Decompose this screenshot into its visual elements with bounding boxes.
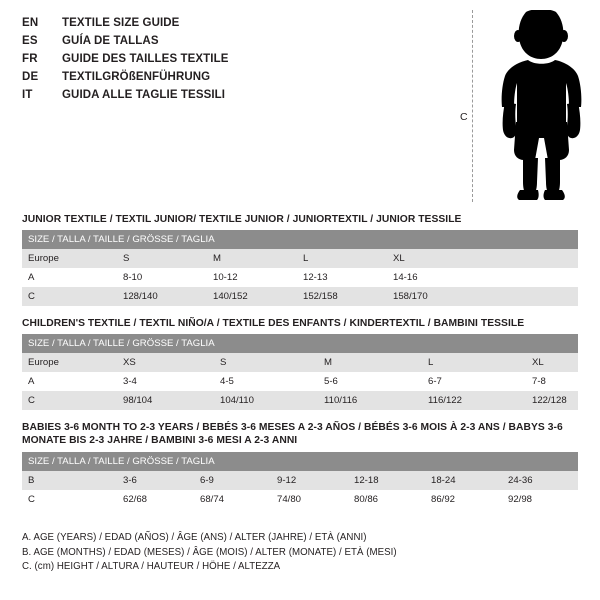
- language-row: [22, 50, 442, 68]
- child-silhouette-icon: [492, 10, 592, 202]
- table-row: [22, 391, 578, 410]
- cell: 104/110: [214, 391, 318, 410]
- section-title: BABIES 3-6 MONTH TO 2-3 YEARS / BEBÉS 3-6 MESES A 2-3 AÑOS / BÉBÉS 3-6 MOIS À 2-3 ANS / BABYS 3-6 MONATE BIS 2-3 JAHRE / BAMBINI 3-6 MESI A 2-3 ANNI: [22, 422, 563, 446]
- cell: S: [117, 249, 207, 268]
- cell: 3-6: [117, 471, 194, 490]
- cell: 92/98: [502, 490, 578, 509]
- size-header-label: SIZE / TALLA / TAILLE / GRÖSSE / TAGLIA: [22, 230, 578, 249]
- language-title: GUIDE DES TAILLES TEXTILE: [62, 53, 229, 65]
- table-row: [22, 471, 578, 490]
- height-measure-line: [472, 10, 473, 202]
- babies-size-table: [22, 452, 578, 509]
- cell: XL: [526, 353, 578, 372]
- cell: XS: [117, 353, 214, 372]
- row-label: A: [22, 372, 117, 391]
- cell: 116/122: [422, 391, 526, 410]
- cell: 4-5: [214, 372, 318, 391]
- language-row: [22, 86, 442, 104]
- cell: 8-10: [117, 268, 207, 287]
- section-children-textile: [22, 318, 578, 410]
- cell: [477, 268, 578, 287]
- size-header-label: SIZE / TALLA / TAILLE / GRÖSSE / TAGLIA: [22, 334, 578, 353]
- cell: 68/74: [194, 490, 271, 509]
- language-code: EN: [22, 17, 39, 29]
- legend-block: [22, 531, 582, 575]
- cell: 98/104: [117, 391, 214, 410]
- cell: 80/86: [348, 490, 425, 509]
- measurement-figure: [452, 10, 592, 205]
- section-title: CHILDREN'S TEXTILE / TEXTIL NIÑO/A / TEXTILE DES ENFANTS / KINDERTEXTIL / BAMBINI TESSILE: [22, 318, 525, 329]
- row-label: B: [22, 471, 117, 490]
- cell: 12-18: [348, 471, 425, 490]
- language-row: [22, 32, 442, 50]
- cell: 152/158: [297, 287, 387, 306]
- cell: 86/92: [425, 490, 502, 509]
- cell: 7-8: [526, 372, 578, 391]
- cell: 74/80: [271, 490, 348, 509]
- table-row: [22, 372, 578, 391]
- cell: 122/128: [526, 391, 578, 410]
- cell: M: [207, 249, 297, 268]
- table-row: [22, 353, 578, 372]
- cell: 10-12: [207, 268, 297, 287]
- cell: 6-9: [194, 471, 271, 490]
- language-code: IT: [22, 89, 33, 101]
- size-header-label: SIZE / TALLA / TAILLE / GRÖSSE / TAGLIA: [22, 452, 578, 471]
- table-header-row: [22, 230, 578, 249]
- table-row: [22, 490, 578, 509]
- cell: 9-12: [271, 471, 348, 490]
- language-row: [22, 68, 442, 86]
- section-junior-textile: [22, 214, 578, 306]
- cell: 12-13: [297, 268, 387, 287]
- section-babies-textile: [22, 421, 578, 509]
- row-label: Europe: [22, 353, 117, 372]
- cell: [477, 287, 578, 306]
- cell: L: [422, 353, 526, 372]
- cell: S: [214, 353, 318, 372]
- legend-item-c: C. (cm) HEIGHT / ALTURA / HAUTEUR / HÖHE / ALTEZZA: [22, 561, 281, 572]
- cell: 62/68: [117, 490, 194, 509]
- language-code: FR: [22, 53, 38, 65]
- cell: 140/152: [207, 287, 297, 306]
- row-label: Europe: [22, 249, 117, 268]
- cell: 24-36: [502, 471, 578, 490]
- table-row: [22, 249, 578, 268]
- section-title: JUNIOR TEXTILE / TEXTIL JUNIOR/ TEXTILE JUNIOR / JUNIORTEXTIL / JUNIOR TESSILE: [22, 214, 462, 225]
- cell: XL: [387, 249, 477, 268]
- measure-label-c: C: [460, 111, 468, 123]
- cell: 128/140: [117, 287, 207, 306]
- row-label: C: [22, 391, 117, 410]
- language-code: DE: [22, 71, 39, 83]
- table-header-row: [22, 334, 578, 353]
- cell: 14-16: [387, 268, 477, 287]
- children-size-table: [22, 334, 578, 410]
- table-header-row: [22, 452, 578, 471]
- language-title-block: [22, 14, 442, 104]
- language-title: TEXTILGRÖßENFÜHRUNG: [62, 71, 211, 83]
- legend-item-a: A. AGE (YEARS) / EDAD (AÑOS) / ÂGE (ANS) / ALTER (JAHRE) / ETÀ (ANNI): [22, 532, 367, 543]
- junior-size-table: [22, 230, 578, 306]
- table-row: [22, 268, 578, 287]
- row-label: C: [22, 490, 117, 509]
- language-code: ES: [22, 35, 38, 47]
- cell: M: [318, 353, 422, 372]
- language-title: GUIDA ALLE TAGLIE TESSILI: [62, 89, 226, 101]
- cell: [477, 249, 578, 268]
- cell: 158/170: [387, 287, 477, 306]
- cell: 3-4: [117, 372, 214, 391]
- row-label: C: [22, 287, 117, 306]
- cell: 18-24: [425, 471, 502, 490]
- cell: L: [297, 249, 387, 268]
- cell: 110/116: [318, 391, 422, 410]
- cell: 6-7: [422, 372, 526, 391]
- table-row: [22, 287, 578, 306]
- row-label: A: [22, 268, 117, 287]
- language-row: [22, 14, 442, 32]
- cell: 5-6: [318, 372, 422, 391]
- language-title: TEXTILE SIZE GUIDE: [62, 17, 180, 29]
- legend-item-b: B. AGE (MONTHS) / EDAD (MESES) / ÂGE (MOIS) / ALTER (MONATE) / ETÀ (MESI): [22, 546, 397, 558]
- language-title: GUÍA DE TALLAS: [62, 35, 159, 47]
